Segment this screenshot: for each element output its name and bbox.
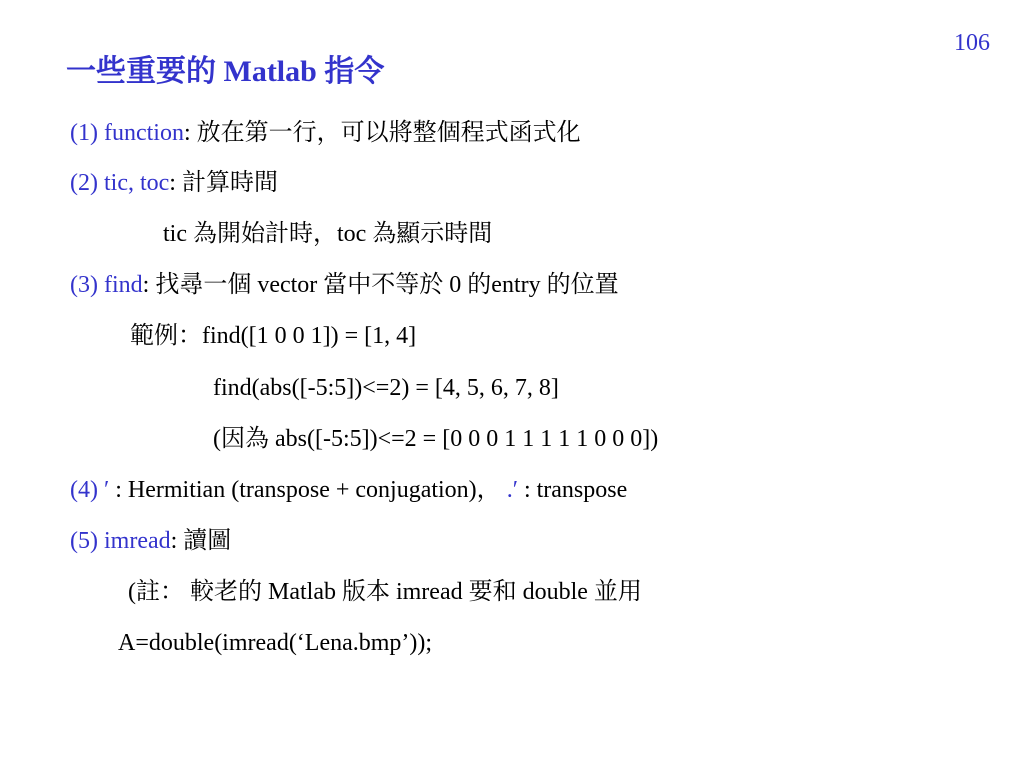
tic-toc-detail: tic 為開始計時，toc 為顯示時間 bbox=[163, 221, 493, 247]
item-imread-sep: : bbox=[170, 528, 178, 554]
item-imread-text: 讀圖 bbox=[177, 528, 232, 554]
item-imread bbox=[70, 526, 231, 556]
item-function-sep: : bbox=[183, 120, 191, 146]
item-tic-toc-text: 計算時間 bbox=[175, 170, 278, 196]
page-number: 106 bbox=[954, 30, 990, 56]
item-function-label: (1) function bbox=[70, 120, 184, 146]
item-transpose-dot-label: .′ bbox=[500, 477, 518, 503]
item-transpose-label: (4) ′ bbox=[70, 477, 110, 503]
item-transpose-text: : transpose bbox=[517, 477, 628, 503]
item-tic-toc-sep: : bbox=[169, 170, 176, 196]
item-find-label: (3) find bbox=[70, 272, 143, 298]
item-imread-label: (5) imread bbox=[70, 528, 171, 554]
item-find bbox=[70, 270, 619, 300]
slide-title: 一些重要的 Matlab 指令 bbox=[66, 55, 385, 88]
item-function-text: 放在第一行，可以將整個程式函式化 bbox=[190, 120, 581, 146]
item-transpose bbox=[70, 475, 627, 505]
item-find-text: 找尋一個 vector 當中不等於 0 的entry 的位置 bbox=[149, 272, 619, 298]
item-function bbox=[70, 118, 581, 148]
find-example-2: find(abs([-5:5])<=2) = [4, 5, 6, 7, 8] bbox=[213, 375, 559, 401]
imread-code-example: A=double(imread(‘Lena.bmp’)); bbox=[118, 630, 433, 656]
item-transpose-hermitian-text: : Hermitian (transpose + conjugation)， bbox=[109, 477, 501, 503]
item-tic-toc bbox=[70, 168, 278, 198]
item-find-sep: : bbox=[142, 272, 150, 298]
find-example-explanation: (因為 abs([-5:5])<=2 = [0 0 0 1 1 1 1 1 0 0 0]) bbox=[213, 426, 659, 452]
imread-note: (註： 較老的 Matlab 版本 imread 要和 double 並用 bbox=[128, 579, 642, 605]
item-tic-toc-label: (2) tic, toc bbox=[70, 170, 170, 196]
find-example-1: 範例：find([1 0 0 1]) = [1, 4] bbox=[130, 323, 417, 349]
